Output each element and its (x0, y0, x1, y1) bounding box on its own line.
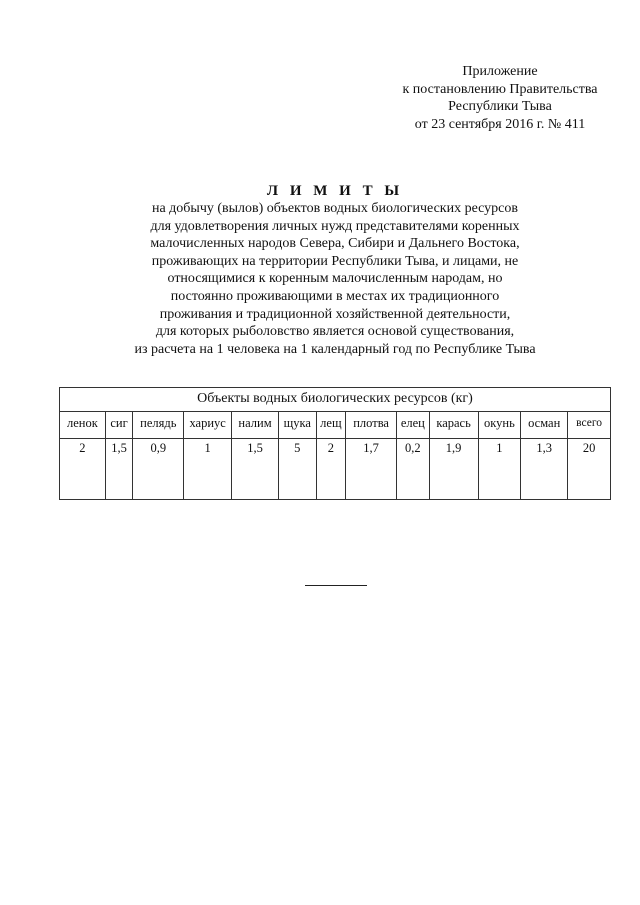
table-cell: 1 (478, 439, 521, 500)
column-label: щука (278, 412, 316, 439)
table-cell: 1 (184, 439, 232, 500)
table-cell: 0,9 (133, 439, 184, 500)
table-cell: 20 (568, 439, 611, 500)
column-label: лещ (316, 412, 346, 439)
table-header: Объекты водных биологических ресурсов (кг) (60, 388, 611, 412)
limits-table (59, 387, 611, 500)
table-cell: 1,3 (521, 439, 568, 500)
table-cell: 0,2 (397, 439, 430, 500)
column-label: пелядь (133, 412, 184, 439)
subtitle-line: на добычу (вылов) объектов водных биологических ресурсов (151, 201, 519, 216)
annex-line: к постановлению Правительства (402, 81, 598, 97)
table-cell: 1,5 (232, 439, 279, 500)
column-label: осман (521, 412, 568, 439)
annex-block (380, 63, 620, 133)
table-cell: 2 (316, 439, 346, 500)
column-label: карась (429, 412, 478, 439)
column-label: налим (232, 412, 279, 439)
table-column-labels (60, 412, 611, 439)
column-label: окунь (478, 412, 521, 439)
table-cell: 1,9 (429, 439, 478, 500)
column-label: всего (568, 412, 611, 439)
column-label: хариус (184, 412, 232, 439)
subtitle-line: относящимися к коренным малочисленным народам, но (167, 271, 503, 287)
annex-line: Республики Тыва (448, 99, 552, 114)
document-title: Л И М И Т Ы (266, 183, 404, 199)
subtitle-line: для удовлетворения личных нужд представителями коренных (150, 218, 520, 234)
annex-line: Приложение (462, 64, 538, 79)
subtitle-line: из расчета на 1 человека на 1 календарный год по Республике Тыва (134, 341, 536, 357)
table-cell: 2 (60, 439, 106, 500)
table-row (60, 439, 611, 500)
document-subtitle (0, 200, 640, 358)
subtitle-line: для которых рыболовство является основой существования, (155, 324, 515, 340)
annex-line: от 23 сентября 2016 г. № 411 (414, 116, 586, 132)
column-label: елец (397, 412, 430, 439)
table-cell: 5 (278, 439, 316, 500)
column-label: плотва (346, 412, 397, 439)
subtitle-line: постоянно проживающими в местах их традиционного (170, 288, 500, 304)
subtitle-line: проживания и традиционной хозяйственной деятельности, (159, 306, 511, 322)
column-label: ленок (60, 412, 106, 439)
subtitle-line: малочисленных народов Севера, Сибири и Дальнего Востока, (150, 236, 520, 252)
table-cell: 1,5 (105, 439, 132, 500)
subtitle-line: проживающих на территории Республики Тыва, и лицами, не (151, 253, 519, 269)
column-label: сиг (105, 412, 132, 439)
closing-rule (305, 585, 367, 586)
table-cell: 1,7 (346, 439, 397, 500)
